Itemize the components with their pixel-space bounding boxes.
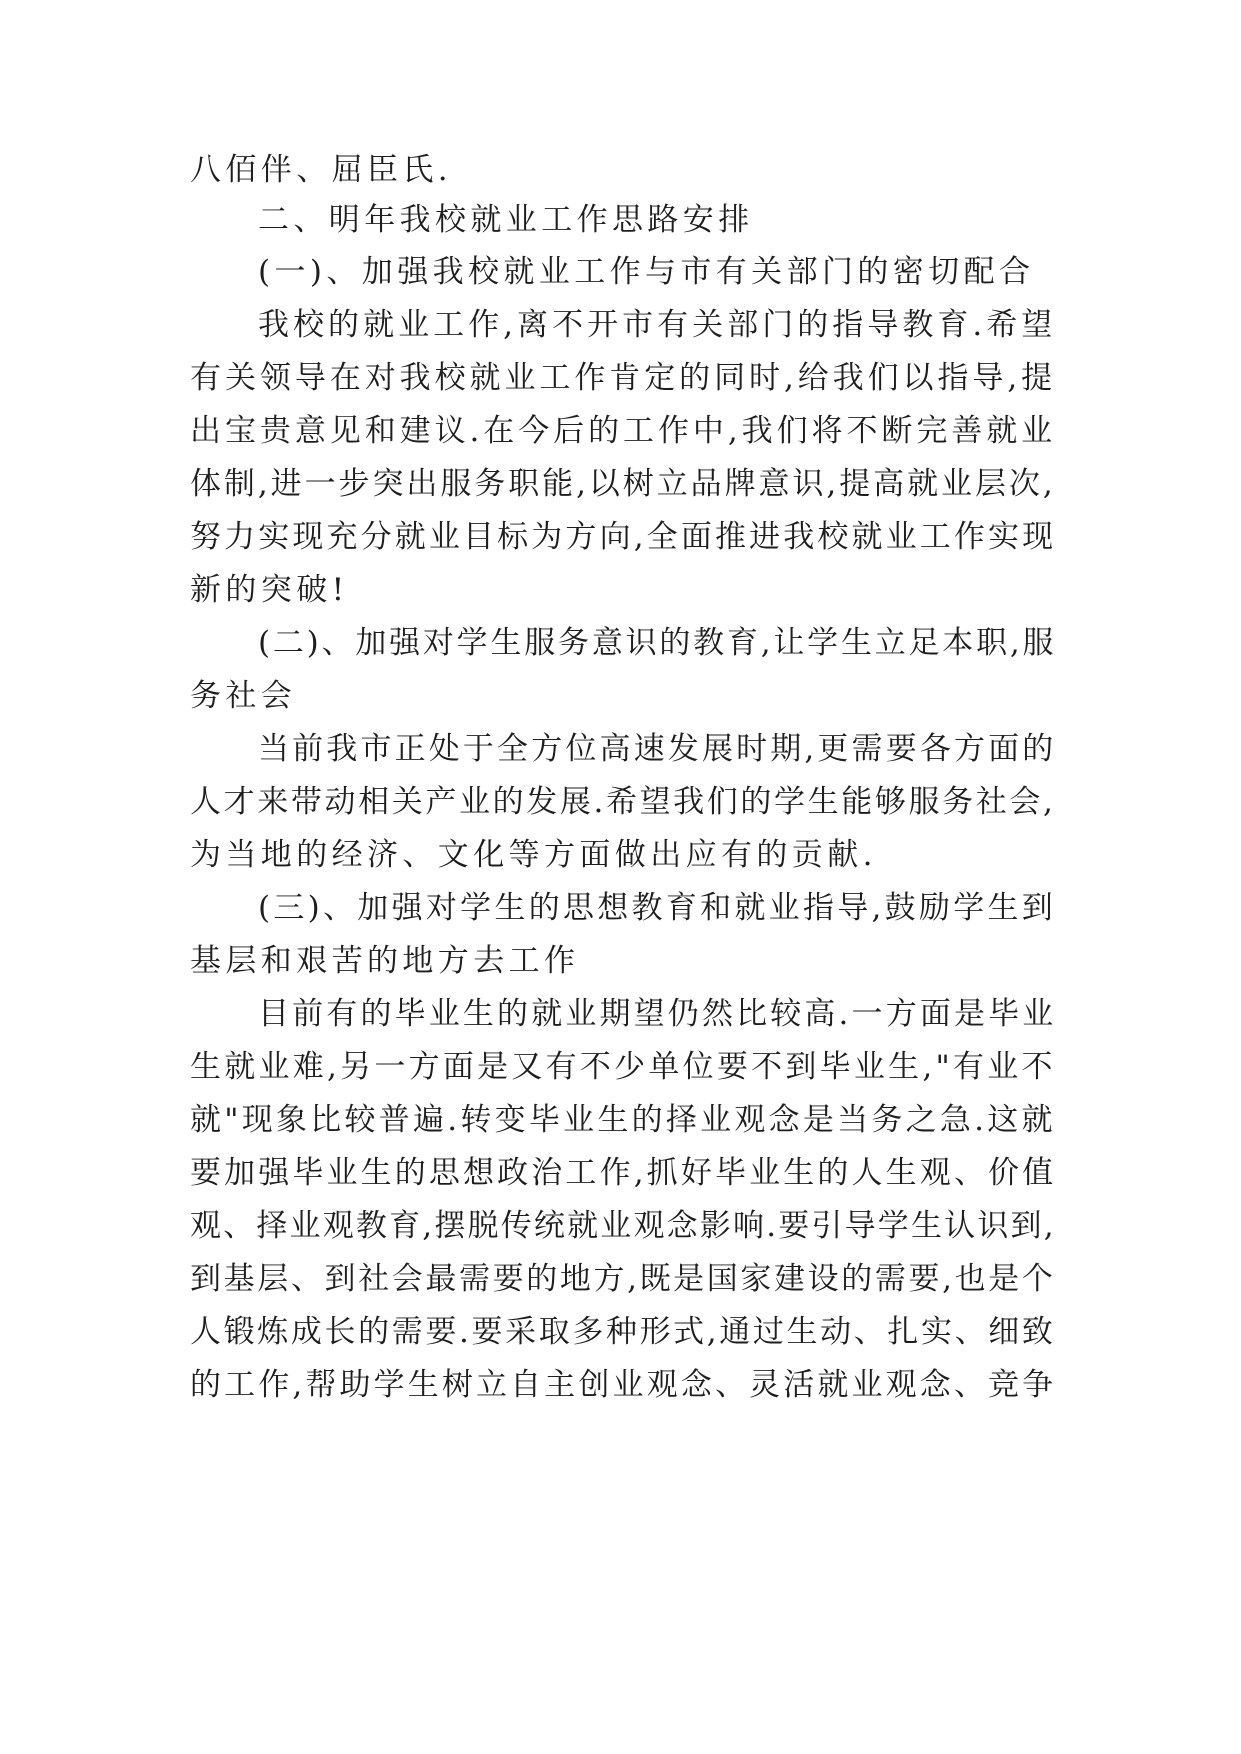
section-heading: 二、明年我校就业工作思路安排 bbox=[258, 202, 754, 238]
subsection-heading: (三)、加强对学生的思想教育和就业指导,鼓励学生到 bbox=[258, 890, 1057, 926]
text-line: 生就业难,另一方面是又有不少单位要不到毕业生,"有业不 bbox=[190, 1049, 1056, 1085]
text-line: 出宝贵意见和建议.在今后的工作中,我们将不断完善就业 bbox=[190, 413, 1057, 449]
text-line: 体制,进一步突出服务职能,以树立品牌意识,提高就业层次, bbox=[190, 466, 1056, 502]
text-line: 有关领导在对我校就业工作肯定的同时,给我们以指导,提 bbox=[190, 360, 1057, 396]
text-line: 为当地的经济、文化等方面做出应有的贡献. bbox=[190, 837, 877, 873]
text-line: 目前有的毕业生的就业期望仍然比较高.一方面是毕业 bbox=[258, 996, 1057, 1032]
text-line: 努力实现充分就业目标为方向,全面推进我校就业工作实现 bbox=[190, 519, 1057, 555]
text-line: 观、择业观教育,摆脱传统就业观念影响.要引导学生认识到, bbox=[190, 1208, 1056, 1244]
text-line: 新的突破! bbox=[190, 572, 349, 608]
subsection-heading: (一)、加强我校就业工作与市有关部门的密切配合 bbox=[258, 254, 1035, 290]
subsection-heading-continued: 基层和艰苦的地方去工作 bbox=[190, 943, 580, 979]
subsection-heading-continued: 务社会 bbox=[190, 678, 297, 714]
subsection-heading: (二)、加强对学生服务意识的教育,让学生立足本职,服 bbox=[258, 625, 1057, 661]
text-line: 人才来带动相关产业的发展.希望我们的学生能够服务社会, bbox=[190, 784, 1056, 820]
text-line: 就"现象比较普遍.转变毕业生的择业观念是当务之急.这就 bbox=[190, 1102, 1056, 1138]
text-line: 到基层、到社会最需要的地方,既是国家建设的需要,也是个 bbox=[190, 1261, 1056, 1297]
text-line: 的工作,帮助学生树立自主创业观念、灵活就业观念、竞争 bbox=[190, 1367, 1057, 1403]
text-line: 当前我市正处于全方位高速发展时期,更需要各方面的 bbox=[258, 731, 1057, 767]
text-line: 人锻炼成长的需要.要采取多种形式,通过生动、扎实、细致 bbox=[190, 1314, 1056, 1350]
text-line: 我校的就业工作,离不开市有关部门的指导教育.希望 bbox=[258, 307, 1057, 343]
text-line: 要加强毕业生的思想政治工作,抓好毕业生的人生观、价值 bbox=[190, 1155, 1057, 1191]
text-line: 八佰伴、屈臣氏. bbox=[190, 152, 453, 188]
